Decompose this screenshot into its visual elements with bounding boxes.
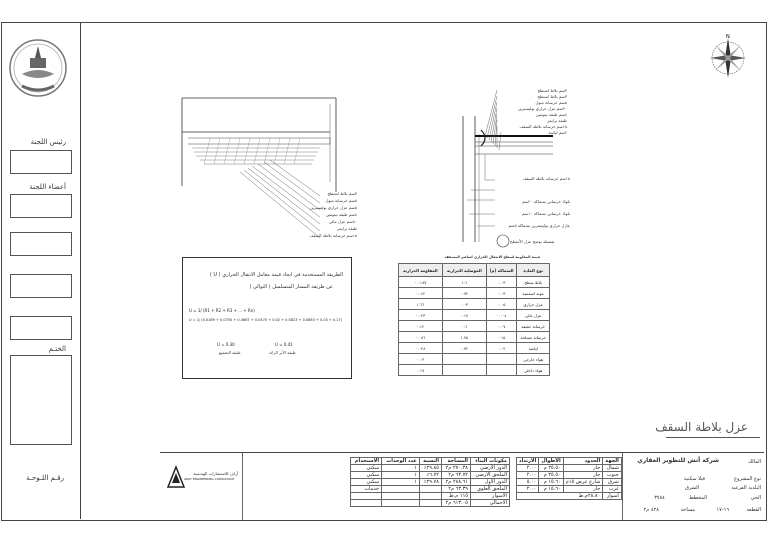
municipality-value: الشرق [684, 485, 699, 491]
plan-number: ٣٧٨٤ [654, 495, 665, 501]
component-name: الملحق العلوي [470, 486, 509, 493]
table-cell: ٠.١٧ [442, 310, 486, 321]
component-count [382, 500, 420, 507]
table-row [399, 332, 550, 343]
limit-length: ١٥.٦٠ م [539, 486, 563, 493]
table-cell: ٠.٠٣ [486, 277, 517, 288]
component-use: خدمات [351, 486, 382, 493]
component-area: ٦٣.٣٩ م٢ [441, 486, 470, 493]
component-area: ٢٧٠.٣٨ م٢ [441, 465, 470, 472]
limit-setback: ٢.٠٠ [517, 472, 539, 479]
component-area: ١١٥ م.ط [441, 493, 470, 500]
component-area: ٦١٣.٠٥ م٢ [441, 500, 470, 507]
municipality-label: البلدية الفرعية [731, 485, 761, 491]
component-ratio [419, 493, 441, 500]
member-box-2 [10, 232, 72, 256]
limit-direction: شرق [603, 479, 622, 486]
table-cell: ٠.٠٣ [486, 288, 517, 299]
detail-lower-label: عازل حراري بوليسترين بسماكة ٥سم [508, 223, 570, 228]
limit-direction: غرب [603, 486, 622, 493]
table-cell: ٠.٠٧ [486, 321, 517, 332]
count-heading: عدد الوحدات [382, 458, 420, 465]
stamp-label: الختـم [48, 345, 66, 353]
table-row [399, 288, 550, 299]
table-cell [486, 354, 517, 365]
calc-title-line1: الطريقة المستخدمة في ايجاد قيمة معامل الانتقال الحراري ( U ) [209, 272, 343, 278]
office-logo-icon [166, 465, 186, 489]
project-info [622, 453, 765, 520]
calc-result-1-value: U = 0.30 [217, 342, 235, 347]
table-cell [442, 354, 486, 365]
detail-lower-label: بلوك خرساني بسماكة ١٠سم [522, 211, 570, 216]
components-table [350, 457, 510, 507]
calc-formula-1: U = 1/ (R1 + R2 + R3 + ... + Rn) [189, 308, 255, 313]
component-row [351, 493, 510, 500]
slab-layer-label: ٥سم عزل حراري بوليسترين [309, 205, 357, 210]
calc-table [398, 263, 550, 376]
limit-direction: جنوب [603, 472, 622, 479]
table-cell: خرسانة خفيفة [517, 321, 550, 332]
component-ratio: ٢٩.٨٥٪ [419, 465, 441, 472]
slab-layer-label: ٣سم بلاط استطح [327, 191, 357, 196]
table-cell: ٠.٦ [442, 321, 486, 332]
component-area: ٦٣.٧٢ م٢ [441, 472, 470, 479]
component-count: ١ [382, 472, 420, 479]
ratio-heading: النسبة [419, 458, 441, 465]
table-cell: ٠.١٧ [399, 365, 443, 376]
plot-label: القطعة [746, 507, 761, 513]
component-use: سكني [351, 465, 382, 472]
area-value: ٤٢٨ م٢ [643, 507, 659, 513]
direction-heading: الجهة [603, 458, 622, 465]
table-cell: هواء داخلي [517, 365, 550, 376]
slab-layer-label: ٤سم طبقة بيتومين [325, 212, 357, 217]
office-name-en: ARAF ENGINEERING CONSULTANT [184, 477, 235, 481]
lengths-heading: الأطوال [539, 458, 563, 465]
fence-length: ٢٨.٨٠م.ط [517, 493, 603, 500]
table-cell: ٠.٠٤٢ [399, 288, 443, 299]
table-cell: ٠.١٥ [486, 332, 517, 343]
table-cell: لياسة [517, 343, 550, 354]
municipality-logo-icon [8, 28, 68, 110]
component-row [351, 479, 510, 486]
detail-layer-label: ١٥سم خرسانة بلاطة السقف [519, 124, 567, 129]
table-title: قيمة المقاومة لسطح الانتقال الحراري لعناصر المسقف [444, 255, 540, 259]
table-cell: ٠.٧٢ [442, 343, 486, 354]
detail-caption: تفصيلة توضح عزل الأسطح [510, 239, 555, 244]
detail-layer-label: ٢٠سم عزل حراري بوليسترين [517, 106, 567, 111]
component-use: سكني [351, 472, 382, 479]
limit-direction: شمال [603, 465, 622, 472]
limit-length: ٢٥.٥٠ م [539, 472, 563, 479]
table-cell: ٠.٧٢ [442, 288, 486, 299]
limit-neighbor: جار [563, 465, 603, 472]
setback-heading: الارتداد [517, 458, 539, 465]
table-cell: خرسانة مسلحة [517, 332, 550, 343]
table-cell: ٠.١٢ [399, 321, 443, 332]
sheet-number-label: رقـم اللـوحـة [26, 474, 64, 482]
stamp-box [10, 355, 72, 445]
table-cell: ٠.٠٣ [399, 354, 443, 365]
component-row [351, 465, 510, 472]
detail-layer-label: ٣سم بلاط استطح [537, 88, 567, 93]
table-header: المقاومة الحرارية [399, 264, 443, 277]
member-box-1 [10, 194, 72, 218]
component-use [351, 493, 382, 500]
calc-result-2-value: U = 0.41 [275, 342, 293, 347]
table-cell: ١.٦ [442, 277, 486, 288]
area-label: مساحة [680, 507, 695, 513]
limit-neighbor: جار [563, 486, 603, 493]
north-arrow-icon [706, 32, 750, 82]
sheet-title: عزل بلاطة السقف [655, 420, 748, 434]
component-name: الاجمالي [470, 500, 509, 507]
table-cell [486, 365, 517, 376]
table-cell: عزل مائي [517, 310, 550, 321]
component-ratio: ٦.٧٢٪ [419, 472, 441, 479]
table-cell: ١.٦٦ [399, 299, 443, 310]
table-row [399, 310, 550, 321]
component-count [382, 486, 420, 493]
detail-layer-label: ٢سم لياسة [548, 130, 567, 135]
project-type-label: نوع المشروع [734, 476, 761, 482]
member-box-4 [10, 316, 72, 340]
table-cell: ٠.٠١٨٧ [399, 277, 443, 288]
panel-head-signature-box [10, 150, 72, 174]
table-cell [442, 365, 486, 376]
detail-layer-label: طبقة برايمر [547, 118, 567, 123]
table-cell: هواء خارجي [517, 354, 550, 365]
detail-lower-label: ١٥سم خرسانة بلاطة السقف [522, 176, 570, 181]
component-count: ١ [382, 479, 420, 486]
title-block [160, 452, 764, 520]
detail-layer-label: ٥سم خرسانة ميول [535, 100, 567, 105]
table-cell: مونة اسمنتية [517, 288, 550, 299]
table-row [399, 277, 550, 288]
company-name: شركة أتش للتطوير العقاري [637, 457, 719, 464]
table-header: الموصلية الحرارية [442, 264, 486, 277]
table-cell: بلاط سطح [517, 277, 550, 288]
use-heading: الاستخدام [351, 458, 382, 465]
component-name: الملحق الأرضي [470, 472, 509, 479]
plot-number: ١٦-١٧ [716, 507, 729, 513]
slab-layer-label: ٨٠سم عزل مائي [328, 219, 357, 224]
component-count: ١ [382, 465, 420, 472]
calc-result-2-label: طبقة الأثر الزائد [269, 350, 296, 355]
area-heading: المساحة [441, 458, 470, 465]
u-value-calc-box [182, 257, 352, 379]
members-label: أعضاء اللجنة [29, 183, 66, 191]
slab-layer-label: ١٥سم خرسانة بلاطة السقف [309, 233, 357, 238]
component-use [351, 500, 382, 507]
limit-row [517, 465, 622, 472]
table-cell: ٠.٠٨٦ [399, 332, 443, 343]
table-row [399, 365, 550, 376]
drawing-frame [1, 22, 767, 521]
title-underline [666, 437, 760, 438]
limit-row [517, 486, 622, 493]
table-row [399, 299, 550, 310]
detail-lower-label: بلوك خرساني بسماكة ٢٠سم [522, 199, 570, 204]
plan-label: المخطط [689, 495, 707, 501]
table-cell: ٠.٠٢٣ [399, 310, 443, 321]
component-use: سكني [351, 479, 382, 486]
table-row [399, 354, 550, 365]
district-label: الحي [750, 495, 761, 501]
detail-layer-label: ٤سم طبقة بيتومين [535, 112, 567, 117]
table-header: السماكة (م) [486, 264, 517, 277]
left-panel [0, 22, 81, 519]
table-cell: ٠.٠٣ [442, 299, 486, 310]
component-name: الأسوار [470, 493, 509, 500]
limits-heading: الحدود [563, 458, 603, 465]
owner-label: المالك [747, 459, 761, 465]
limit-setback: ٥.٠٠ [517, 479, 539, 486]
calc-result-1-label: طبقة التجميع [219, 350, 241, 355]
limit-setback: ٢.٠٠ [517, 465, 539, 472]
limit-row [517, 472, 622, 479]
limit-length: ٢٥.٥٠ م [539, 465, 563, 472]
project-type-value: فيلا سكنية [683, 476, 705, 482]
table-cell: ٠.٠٥ [486, 299, 517, 310]
component-area: ٢٨٨.٦١ م٢ [441, 479, 470, 486]
component-ratio [419, 486, 441, 493]
limit-neighbor: شارع عرض ١٥م [563, 479, 603, 486]
panel-head-label: رئيس اللجنة [30, 138, 66, 146]
calc-formula-2: U = 1/ (0.0189 + 0.0750 + 0.4667 + 0.0470 + 0.02 + 0.0823 + 0.0863 + 0.03 + 0.17) [189, 318, 343, 322]
limits-table [516, 457, 622, 500]
table-cell: ٠.٠٢٨ [399, 343, 443, 354]
slab-layer-label: طبقة برايمر [337, 226, 357, 231]
component-name: الدور الأول [470, 479, 509, 486]
component-row [351, 486, 510, 493]
limit-row [517, 479, 622, 486]
north-label: N [726, 34, 730, 40]
table-cell: ١.٧٥ [442, 332, 486, 343]
component-ratio: ٢٩.٧٨٪ [419, 479, 441, 486]
table-cell: ٠.٠٢ [486, 343, 517, 354]
table-cell: ٠.٠٠٤ [486, 310, 517, 321]
fence-label: أسوار [603, 493, 622, 500]
component-name: الدور الأرضي [470, 465, 509, 472]
detail-layer-label: ٣سم بلاط استطح [537, 94, 567, 99]
office-name: آراف للاستشارات الهندسية [193, 471, 238, 476]
limit-length: ١٥.٦٠ م [539, 479, 563, 486]
components-heading: مكونات البناء [470, 458, 509, 465]
component-count [382, 493, 420, 500]
table-header: نوع المادة [517, 264, 550, 277]
component-row [351, 500, 510, 507]
table-cell: عزل حراري [517, 299, 550, 310]
slab-layer-label: ٥سم خرسانة ميول [325, 198, 357, 203]
member-box-3 [10, 274, 72, 298]
component-ratio [419, 500, 441, 507]
table-row [399, 343, 550, 354]
limit-setback: ٢.٠٠ [517, 486, 539, 493]
limit-neighbor: جار [563, 472, 603, 479]
component-row [351, 472, 510, 479]
office-section [160, 453, 243, 520]
table-row [399, 321, 550, 332]
calc-title-line2: عن طريقة المسار المتسلسل ( التوالي ) [249, 284, 333, 290]
